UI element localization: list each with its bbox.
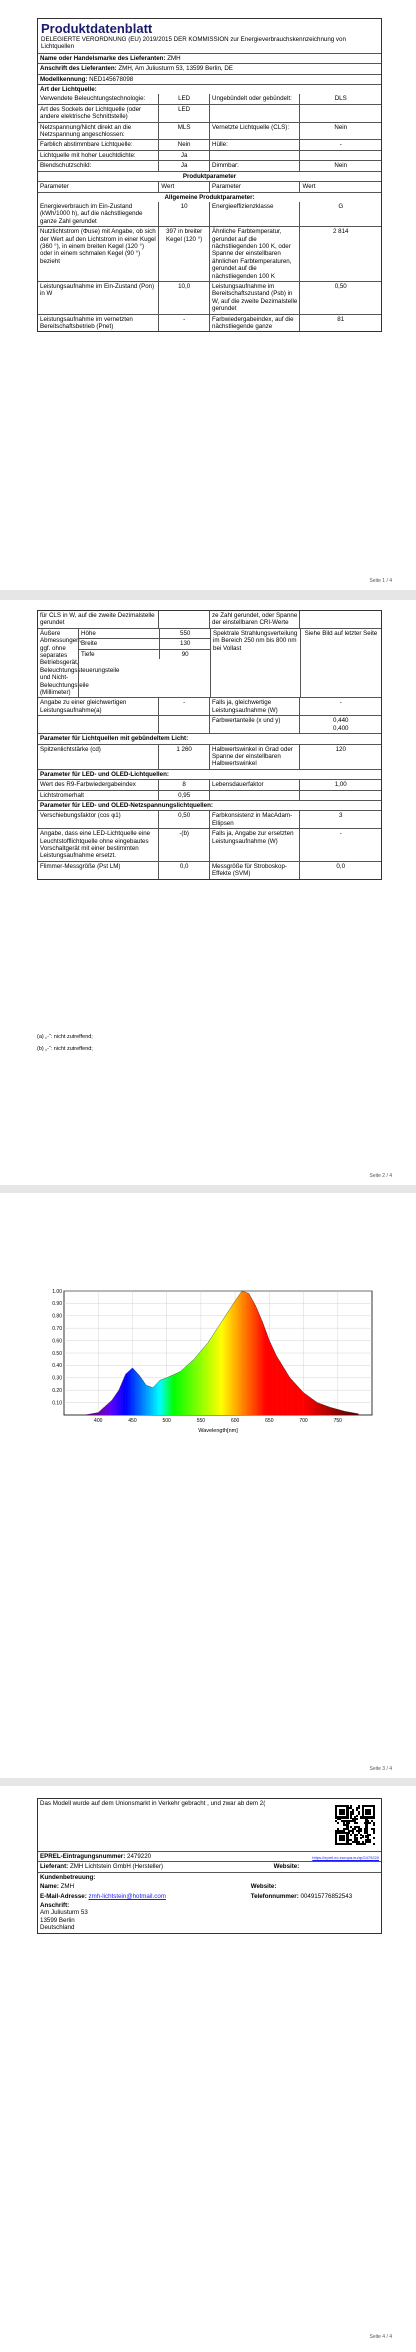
y-tick-label: 0.10 bbox=[52, 1400, 62, 1407]
life-value: 1,00 bbox=[299, 780, 381, 789]
website2-label: Website: bbox=[250, 1883, 277, 1891]
maintenance-value: 0,95 bbox=[158, 791, 209, 800]
half-angle-value: 120 bbox=[299, 745, 381, 769]
life-label: Lebensdauerfaktor bbox=[209, 780, 299, 789]
dimension-row bbox=[79, 629, 210, 638]
page-2 bbox=[0, 600, 416, 1185]
type-row-label: Verwendete Beleuchtungstechnologie: bbox=[40, 95, 146, 103]
general-row-label-2: Leistungsaufnahme im Bereitschaftszustand (Psb) in W, auf die zweite Dezimalstelle gerundet bbox=[209, 282, 299, 314]
general-row-label: Energieverbrauch im Ein-Zustand (kWh/1000 h), auf die nächstliegende ganze Zahl gerundet bbox=[40, 202, 143, 225]
dimension-label: Höhe bbox=[81, 629, 96, 637]
general-row-value-2: 0,50 bbox=[299, 282, 381, 314]
general-row-value: 10 bbox=[158, 202, 209, 226]
x-tick-label: 400 bbox=[94, 1418, 103, 1424]
dimension-row bbox=[79, 638, 210, 648]
macadam-label: Farbkonsistenz in MacAdam-Ellipsen bbox=[209, 811, 299, 828]
claim-power-value: - bbox=[299, 829, 381, 861]
x-axis-label: Wavelength[nm] bbox=[198, 1428, 238, 1434]
type-row bbox=[38, 160, 381, 170]
y-tick-label: 0.20 bbox=[52, 1388, 62, 1394]
info-table-p4 bbox=[37, 1798, 382, 1934]
spectral-label: Spektrale Strahlungsverteilung im Bereich 250 nm bis 800 nm bei Vollast bbox=[210, 629, 300, 698]
led-header: Parameter für LED- und OLED-Lichtquellen: bbox=[40, 770, 169, 778]
dimension-row bbox=[79, 649, 210, 659]
type-row-value: LED bbox=[158, 105, 209, 122]
general-row-label: Leistungsaufnahme im vernetzten Bereitschaftsbetrieb (Pnet) bbox=[40, 315, 133, 330]
general-row-label: Leistungsaufnahme im Ein-Zustand (Pon) in W bbox=[40, 282, 155, 298]
type-row-value-2 bbox=[299, 151, 381, 160]
general-row-value: 10,0 bbox=[158, 282, 209, 314]
general-row bbox=[38, 202, 381, 226]
address-line-2: 13599 Berlin bbox=[40, 1916, 75, 1924]
product-params-header: Produktparameter bbox=[182, 172, 237, 180]
page-number: Seite 4 / 4 bbox=[369, 2334, 392, 2340]
page-3 bbox=[0, 1193, 416, 1778]
type-row-label-2: Ungebündelt oder gebündelt: bbox=[209, 94, 299, 103]
type-row-label-2: Hülle: bbox=[209, 140, 299, 149]
spectral-value: Siehe Bild auf letzter Seite bbox=[300, 629, 381, 698]
col-value-2: Wert bbox=[299, 182, 381, 191]
qr-code-icon bbox=[335, 1805, 375, 1845]
page-1 bbox=[0, 0, 416, 590]
cont-label-2: ze Zahl gerundet, oder Spanne der einstellbaren CRI-Werte bbox=[209, 611, 299, 628]
name-value: ZMH bbox=[60, 1883, 75, 1891]
general-row-value-2: 81 bbox=[299, 315, 381, 332]
stroboscopic-label: Messgröße für Stroboskop-Effekte (SVM) bbox=[209, 862, 299, 879]
general-header: Allgemeine Produktparameter: bbox=[164, 193, 255, 201]
email-label: E-Mail-Adresse: bbox=[40, 1892, 87, 1900]
dimension-value: 90 bbox=[159, 650, 210, 659]
type-row-label: Netzspannung/Nicht direkt an die Netzspannung angeschlossen: bbox=[40, 123, 132, 139]
page-number: Seite 3 / 4 bbox=[369, 1766, 392, 1772]
type-row bbox=[38, 139, 381, 149]
type-row bbox=[38, 94, 381, 103]
y-tick-label: 0.90 bbox=[52, 1301, 62, 1308]
supplier-label: Name oder Handelsmarke des Lieferanten: bbox=[40, 54, 166, 62]
general-row-label-2: Farbwiedergabeindex, auf die nächstliegende ganze bbox=[209, 315, 299, 332]
mains-header: Parameter für LED- und OLED-Netzspannungslichtquellen: bbox=[40, 801, 213, 809]
page-number: Seite 1 / 4 bbox=[369, 578, 392, 584]
type-row-value-2: - bbox=[299, 140, 381, 149]
equiv-power-value: - bbox=[299, 698, 381, 715]
type-row-label-2 bbox=[209, 151, 299, 160]
eprel-value: 2479220 bbox=[127, 1853, 152, 1860]
model-label: Modellkennung: bbox=[40, 75, 88, 83]
col-param-2: Parameter bbox=[209, 182, 299, 191]
chromaticity-label: Farbwertanteile (x und y) bbox=[209, 716, 299, 733]
address-label: Anschrift: bbox=[40, 1902, 70, 1910]
footnote-a: (a) „-“: nicht zutreffend; bbox=[37, 1034, 93, 1040]
eprel-label: EPREL-Eintragungsnummer: bbox=[40, 1853, 126, 1860]
regulation-text: DELEGIERTE VERORDNUNG (EU) 2019/2015 DER KOMMISSION zur Energieverbrauchskennzeichnung von Lichtquellen bbox=[41, 36, 346, 51]
eprel-link[interactable]: https://eprel.ec.europa.eu/qr/2479220 bbox=[312, 1855, 379, 1860]
x-tick-label: 750 bbox=[333, 1418, 342, 1424]
claim-value: -(b) bbox=[158, 829, 209, 861]
website-label: Website: bbox=[273, 1863, 300, 1871]
type-row-value-2: Nein bbox=[299, 161, 381, 170]
type-row-value: Ja bbox=[158, 151, 209, 160]
page-number: Seite 2 / 4 bbox=[369, 1173, 392, 1179]
type-row-value-2: DLS bbox=[299, 94, 381, 103]
x-tick-label: 700 bbox=[299, 1418, 308, 1424]
type-row-label: Art des Sockels der Lichtquelle (oder andere elektrische Schnittstelle) bbox=[40, 105, 142, 121]
general-row-label-2: Energieeffizienzklasse bbox=[209, 202, 299, 226]
general-row-value: 397 in breiter Kegel (120 °) bbox=[158, 227, 209, 281]
y-tick-label: 0.80 bbox=[52, 1313, 62, 1320]
equiv-value: - bbox=[158, 698, 209, 715]
general-row bbox=[38, 226, 381, 281]
footnote-b: (b) „-“: nicht zutreffend; bbox=[37, 1046, 93, 1052]
general-row-value-2: 2 814 bbox=[299, 227, 381, 281]
type-row-value: LED bbox=[158, 94, 209, 103]
datasheet-table-p2 bbox=[37, 610, 382, 880]
y-tick-label: 0.60 bbox=[52, 1338, 62, 1345]
stroboscopic-value: 0,0 bbox=[299, 862, 381, 879]
claim-power-label: Falls ja, Angabe zur ersetzten Leistungsaufnahme (W) bbox=[209, 829, 299, 861]
chromaticity-x: 0,440 bbox=[332, 717, 349, 725]
datasheet-table-p1 bbox=[37, 18, 382, 332]
page-title: Produktdatenblatt bbox=[41, 21, 153, 36]
col-value-1: Wert bbox=[158, 182, 209, 191]
model-value: NED145678098 bbox=[89, 75, 134, 83]
type-row-value: Ja bbox=[158, 161, 209, 170]
dimension-label: Breite bbox=[81, 640, 98, 648]
dimension-value: 130 bbox=[159, 639, 210, 648]
market-intro: Das Modell wurde auf dem Unionsmarkt in Verkehr gebracht , und zwar ab dem 2( bbox=[40, 1800, 266, 1807]
address-label: Anschrift des Lieferanten: bbox=[40, 65, 117, 73]
type-row-label-2: Vernetzte Lichtquelle (CLS): bbox=[209, 123, 299, 140]
y-tick-label: 0.30 bbox=[52, 1375, 62, 1382]
flicker-label: Flimmer-Messgröße (Pst LM) bbox=[40, 862, 121, 870]
peak-label: Spitzenlichtstärke (cd) bbox=[40, 745, 101, 753]
y-tick-label: 0.70 bbox=[52, 1326, 62, 1332]
x-tick-label: 550 bbox=[196, 1418, 206, 1424]
type-row bbox=[38, 150, 381, 160]
equiv-power-label: Falls ja, gleichwertige Leistungsaufnahme (W) bbox=[209, 698, 299, 715]
general-row-label-2: Ähnliche Farbtemperatur, gerundet auf die nächstliegenden 100 K, oder Spanne der einstellbaren ähnlichen Farbtemperaturen, gerundet auf die nächstliegenden 100 K bbox=[209, 227, 299, 281]
email-link[interactable]: zmh-lichtstein@hotmail.com bbox=[88, 1892, 166, 1900]
x-tick-label: 650 bbox=[265, 1418, 274, 1424]
maintenance-label: Lichtstromerhalt bbox=[40, 791, 85, 799]
peak-value: 1 260 bbox=[158, 745, 209, 769]
type-row bbox=[38, 122, 381, 140]
chromaticity-y: 0,400 bbox=[332, 724, 349, 732]
dimension-value: 550 bbox=[159, 629, 210, 638]
type-row-value: MLS bbox=[158, 123, 209, 140]
general-row bbox=[38, 314, 381, 332]
dimensions-label: Äußere Abmessungen, ggf. ohne separates Betriebsgerät, Beleuchtungssteuerungsteile und Nicht-Beleuchtungsteile (Millimeter) bbox=[40, 629, 120, 697]
type-row-value: Nein bbox=[158, 140, 209, 149]
type-row-label-2: Dimmbar: bbox=[209, 161, 299, 170]
type-row-label: Blendschutzschild: bbox=[40, 162, 92, 170]
type-row-value-2 bbox=[299, 105, 381, 122]
y-tick-label: 0.50 bbox=[52, 1350, 62, 1357]
name-label: Name: bbox=[40, 1883, 59, 1891]
flicker-value: 0,0 bbox=[158, 862, 209, 879]
half-angle-label: Halbwertswinkel in Grad oder Spanne der einstellbaren Halbwertswinkel bbox=[209, 745, 299, 769]
type-row-label: Farblich abstimmbare Lichtquelle: bbox=[40, 141, 133, 149]
col-param-1: Parameter bbox=[40, 183, 69, 191]
supplier-value: ZMH Lichtstein GmbH (Hersteller) bbox=[69, 1863, 164, 1871]
macadam-value: 3 bbox=[299, 811, 381, 828]
equiv-label: Angabe zu einer gleichwertigen Leistungsaufnahme(a) bbox=[40, 699, 127, 714]
general-row-value: - bbox=[158, 315, 209, 332]
phone-value: 004915776852543 bbox=[300, 1892, 353, 1900]
r9-value: 8 bbox=[158, 780, 209, 789]
x-tick-label: 500 bbox=[162, 1418, 171, 1424]
supplier-value: ZMH bbox=[167, 54, 181, 62]
address-line-1: Am Juliusturm 53 bbox=[40, 1909, 88, 1917]
displacement-label: Verschiebungsfaktor (cos φ1) bbox=[40, 812, 121, 820]
displacement-value: 0,50 bbox=[158, 811, 209, 828]
dimension-label: Tiefe bbox=[81, 650, 95, 658]
r9-label: Wert des R9-Farbwiedergabeindex bbox=[40, 781, 136, 789]
x-tick-label: 450 bbox=[128, 1418, 137, 1424]
y-tick-label: 1.00 bbox=[52, 1289, 62, 1295]
page-4 bbox=[0, 1786, 416, 2352]
general-row-value-2: G bbox=[299, 202, 381, 226]
cont-label-1: für CLS in W, auf die zweite Dezimalstelle gerundet bbox=[40, 612, 155, 627]
x-tick-label: 600 bbox=[230, 1418, 240, 1424]
spectrum-chart bbox=[42, 1289, 378, 1434]
type-row bbox=[38, 104, 381, 122]
type-label: Art der Lichtquelle: bbox=[40, 86, 97, 94]
address-value: ZMH, Am Juliusturm 53, 13599 Berlin, DE bbox=[118, 65, 233, 73]
supplier-label: Lieferant: bbox=[40, 1863, 69, 1871]
type-row-value-2: Nein bbox=[299, 123, 381, 140]
y-tick-label: 0.40 bbox=[52, 1363, 62, 1370]
address-line-3: Deutschland bbox=[40, 1924, 75, 1932]
general-row bbox=[38, 281, 381, 314]
type-row-label-2 bbox=[209, 105, 299, 122]
general-row-label: Nutzlichtstrom (Φuse) mit Angabe, ob sich der Wert auf den Lichtstrom in einer Kugel (360 °), in einem breiten Kegel (120 °) oder in einem schmalen Kegel (90 °) bezieht bbox=[40, 228, 156, 265]
claim-label: Angabe, dass eine LED-Lichtquelle eine Leuchtstofflichtquelle ohne eingebautes Vorschaltgerät mit einer bestimmten Leistungsaufnahme ersetzt. bbox=[40, 830, 151, 860]
type-row-label: Lichtquelle mit hoher Leuchtdichte: bbox=[40, 151, 136, 159]
customer-service-label: Kundenbetreuung: bbox=[40, 1873, 96, 1881]
phone-label: Telefonnummer: bbox=[250, 1892, 299, 1900]
directional-header: Parameter für Lichtquellen mit gebündeltem Licht: bbox=[40, 735, 189, 743]
